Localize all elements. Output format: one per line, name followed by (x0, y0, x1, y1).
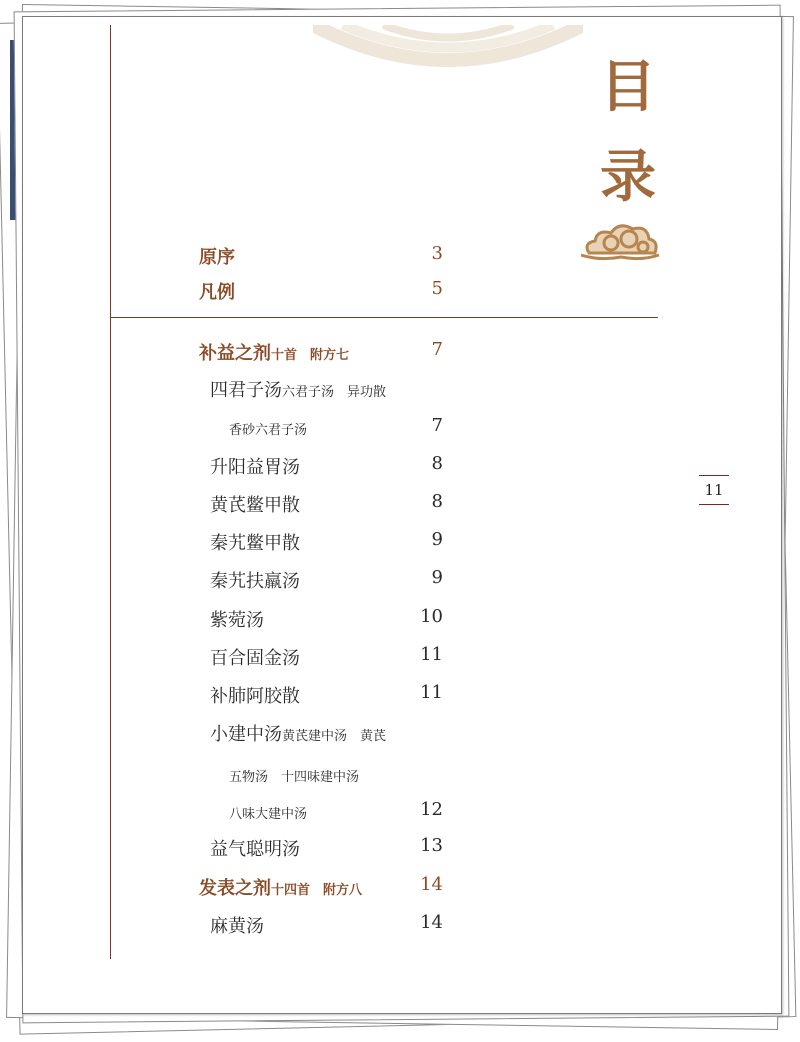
toc-item (210, 606, 443, 632)
wave-ornament (313, 25, 583, 85)
toc-entry-page: 9 (431, 567, 443, 588)
toc-item (210, 644, 443, 670)
toc-entry-page: 11 (420, 644, 443, 665)
toc-front-entry (199, 243, 443, 269)
toc-entry-note: 黄芪建中汤 黄芪 (282, 729, 387, 744)
toc-entry-note: 十四首 附方八 (271, 883, 363, 898)
toc-entry-title: 紫菀汤 (210, 610, 264, 631)
toc-entry-page: 3 (431, 243, 443, 264)
toc-item (210, 567, 443, 593)
horizontal-rule (110, 317, 658, 318)
toc-entry-title: 秦艽扶羸汤 (210, 571, 300, 592)
toc-entry-page: 11 (420, 682, 443, 703)
toc-entry-title: 百合固金汤 (210, 648, 300, 669)
toc-item (210, 682, 443, 708)
cloud-icon (581, 217, 661, 263)
toc-subentry (229, 799, 443, 822)
vertical-rule (110, 25, 111, 959)
toc-entry-title: 补肺阿胶散 (210, 686, 300, 707)
toc-entry-page: 8 (431, 453, 443, 474)
toc-entry-page: 14 (420, 874, 443, 895)
toc-subentry (229, 415, 443, 438)
toc-entry-title: 秦艽鳖甲散 (210, 533, 300, 554)
toc-section (199, 339, 443, 365)
toc-entry-page: 10 (420, 606, 443, 627)
toc-item (210, 720, 386, 746)
toc-entry-title: 升阳益胃汤 (210, 457, 300, 478)
title-char-1: 目 (600, 54, 656, 120)
toc-entry-page: 9 (431, 529, 443, 550)
toc-entry-title: 小建中汤 (210, 724, 282, 745)
toc-item (210, 529, 443, 555)
toc-item (210, 912, 443, 938)
toc-entry-page: 12 (420, 799, 443, 820)
toc-entry-title: 香砂六君子汤 (229, 423, 308, 438)
toc-entry-note: 十首 附方七 (271, 348, 350, 363)
toc-section (199, 874, 443, 900)
toc-item (210, 376, 386, 402)
title-char-2: 录 (600, 144, 656, 210)
toc-entry-title: 麻黄汤 (210, 916, 264, 937)
toc-front-entry (199, 278, 443, 304)
toc-entry-page: 8 (431, 491, 443, 512)
toc-entry-title: 发表之剂 (199, 878, 271, 899)
toc-entry-title: 四君子汤 (210, 380, 282, 401)
toc-entry-page: 13 (420, 835, 443, 856)
toc-entry-title: 五物汤 十四味建中汤 (229, 770, 360, 785)
toc-subentry (229, 766, 359, 785)
toc-entry-title: 凡例 (199, 282, 235, 303)
toc-entry-page: 7 (431, 339, 443, 360)
toc-item (210, 835, 443, 861)
toc-entry-page: 7 (431, 415, 443, 436)
toc-page: 目 录 11 原序 3 凡例 5 补益之剂十首 附方七 7 四君子汤六君子汤 异功散 香砂六君子汤 7 升阳益胃汤 8 黄芪鳖甲散 8 秦艽鳖甲散 9 秦艽扶羸汤 9 紫菀汤 10 百合固金汤 11 补肺阿胶散 11 小建中汤黄芪建中汤 黄芪 五物汤 十四味建中汤 八味大建中汤 12 益气聪明汤 13 发表之剂十四首 附方八 14 麻黄汤 14 (22, 16, 782, 1014)
toc-entry-title: 原序 (199, 247, 235, 268)
toc-entry-note: 六君子汤 异功散 (282, 385, 387, 400)
toc-entry-title: 益气聪明汤 (210, 839, 300, 860)
toc-entry-page: 14 (420, 912, 443, 933)
toc-item (210, 491, 443, 517)
toc-item (210, 453, 443, 479)
toc-entry-title: 补益之剂 (199, 343, 271, 364)
toc-entry-title: 八味大建中汤 (229, 807, 308, 822)
toc-entry-title: 黄芪鳖甲散 (210, 495, 300, 516)
toc-entry-page: 5 (431, 278, 443, 299)
